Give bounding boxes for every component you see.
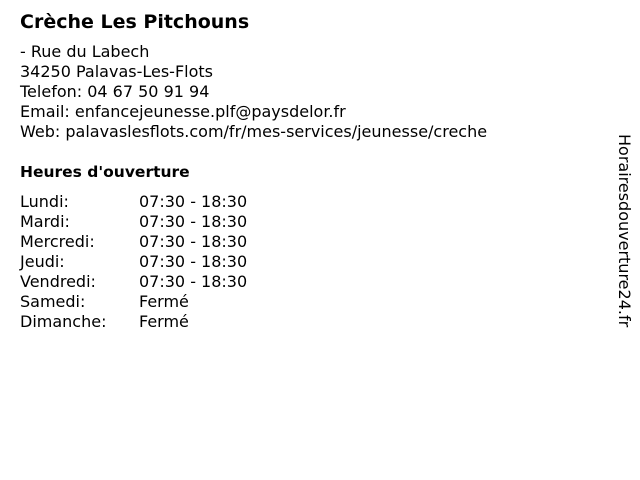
hours-row-thursday [20,252,600,272]
hours-row-tuesday [20,212,600,232]
business-card [20,8,600,332]
hours-day-label: Mercredi: [20,232,95,251]
hours-row-friday [20,272,600,292]
hours-day-label: Samedi: [20,292,86,311]
hours-time-value: 07:30 - 18:30 [139,232,248,251]
hours-time-value: 07:30 - 18:30 [139,252,248,271]
hours-time-value: Fermé [139,292,189,311]
business-name: Crèche Les Pitchouns [20,11,250,33]
site-brand-vertical: Horairesdouverture24.fr [615,134,634,328]
opening-hours-table [20,192,600,332]
web-line: Web: palavaslesflots.com/fr/mes-services/jeunesse/creche [20,122,488,141]
hours-day-label: Vendredi: [20,272,96,291]
opening-hours-heading: Heures d'ouverture [20,163,190,181]
hours-row-wednesday [20,232,600,252]
hours-day-label: Lundi: [20,192,69,211]
phone-line: Telefon: 04 67 50 91 94 [20,82,210,101]
hours-time-value: 07:30 - 18:30 [139,212,248,231]
email-line: Email: enfancejeunesse.plf@paysdelor.fr [20,102,346,121]
hours-row-monday [20,192,600,212]
hours-day-label: Mardi: [20,212,70,231]
hours-day-label: Dimanche: [20,312,107,331]
hours-time-value: 07:30 - 18:30 [139,192,248,211]
address-street: - Rue du Labech [20,42,150,61]
hours-day-label: Jeudi: [20,252,65,271]
hours-time-value: 07:30 - 18:30 [139,272,248,291]
hours-row-saturday [20,292,600,312]
address-city: 34250 Palavas-Les-Flots [20,62,213,81]
hours-row-sunday [20,312,600,332]
hours-time-value: Fermé [139,312,189,331]
